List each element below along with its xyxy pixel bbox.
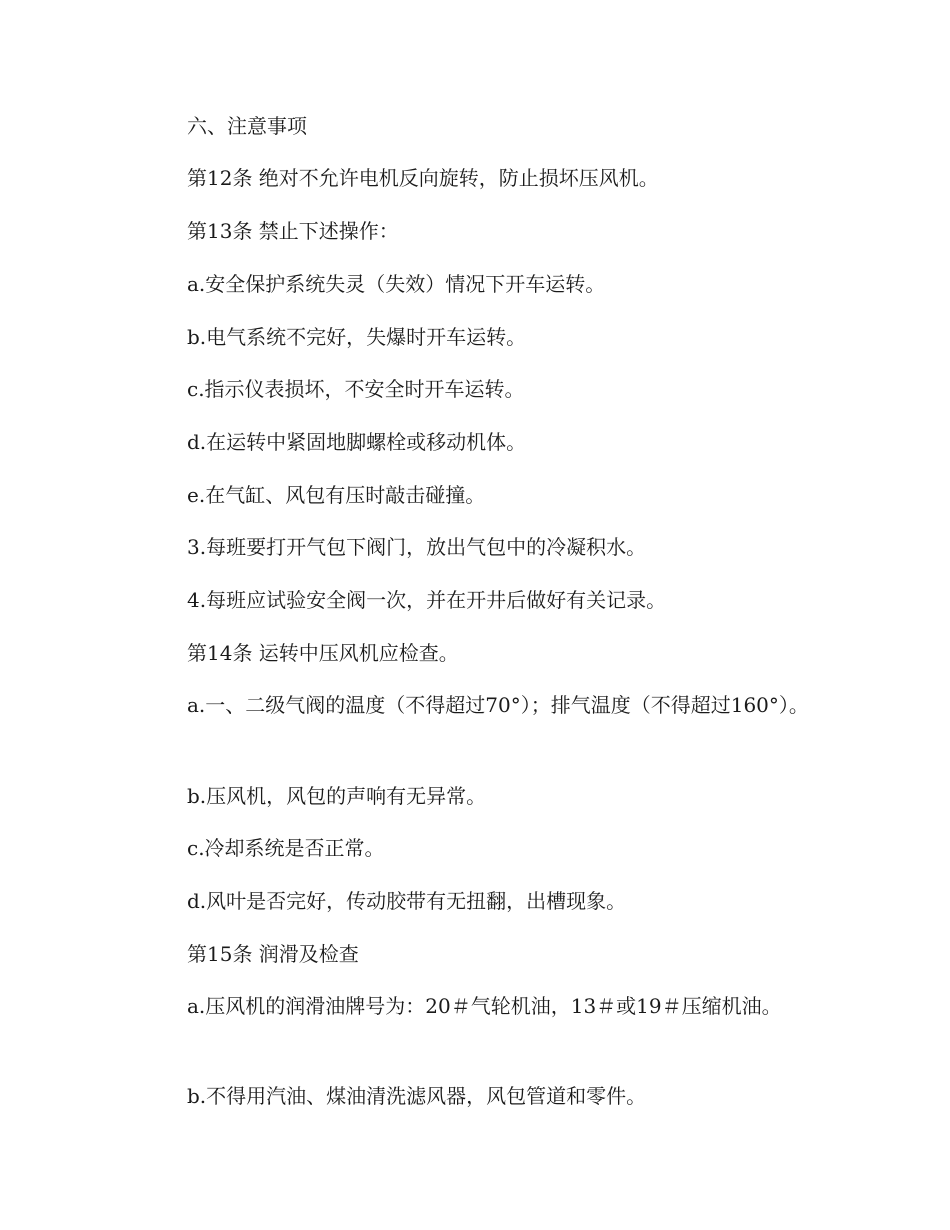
article-14-item-b: b.压风机，风包的声响有无异常。 [187, 784, 487, 808]
article-14: 第14条 运转中压风机应检查。 [187, 641, 459, 665]
article-14-item-d: d.风叶是否完好，传动胶带有无扭翻，出槽现象。 [187, 889, 627, 913]
article-12: 第12条 绝对不允许电机反向旋转，防止损坏压风机。 [187, 166, 659, 190]
numbered-item-3: 3.每班要打开气包下阀门，放出气包中的冷凝积水。 [187, 535, 647, 559]
article-13-item-e: e.在气缸、风包有压时敲击碰撞。 [187, 483, 486, 507]
article-13-item-c: c.指示仪表损坏，不安全时开车运转。 [187, 377, 525, 401]
article-15-item-a: a.压风机的润滑油牌号为：20＃气轮机油，13＃或19＃压缩机油。 [187, 994, 782, 1018]
numbered-item-4: 4.每班应试验安全阀一次，并在开井后做好有关记录。 [187, 588, 667, 612]
article-14-item-a: a.一、二级气阀的温度（不得超过70°）；排气温度（不得超过160°）。 [187, 693, 809, 717]
section-heading: 六、注意事项 [187, 114, 307, 138]
article-13-item-b: b.电气系统不完好，失爆时开车运转。 [187, 325, 527, 349]
article-15-item-b: b.不得用汽油、煤油清洗滤风器，风包管道和零件。 [187, 1084, 647, 1108]
article-14-item-c: c.冷却系统是否正常。 [187, 836, 385, 860]
article-15: 第15条 润滑及检查 [187, 942, 359, 966]
article-13: 第13条 禁止下述操作： [187, 219, 399, 243]
article-13-item-d: d.在运转中紧固地脚螺栓或移动机体。 [187, 430, 527, 454]
article-13-item-a: a.安全保护系统失灵（失效）情况下开车运转。 [187, 272, 606, 296]
